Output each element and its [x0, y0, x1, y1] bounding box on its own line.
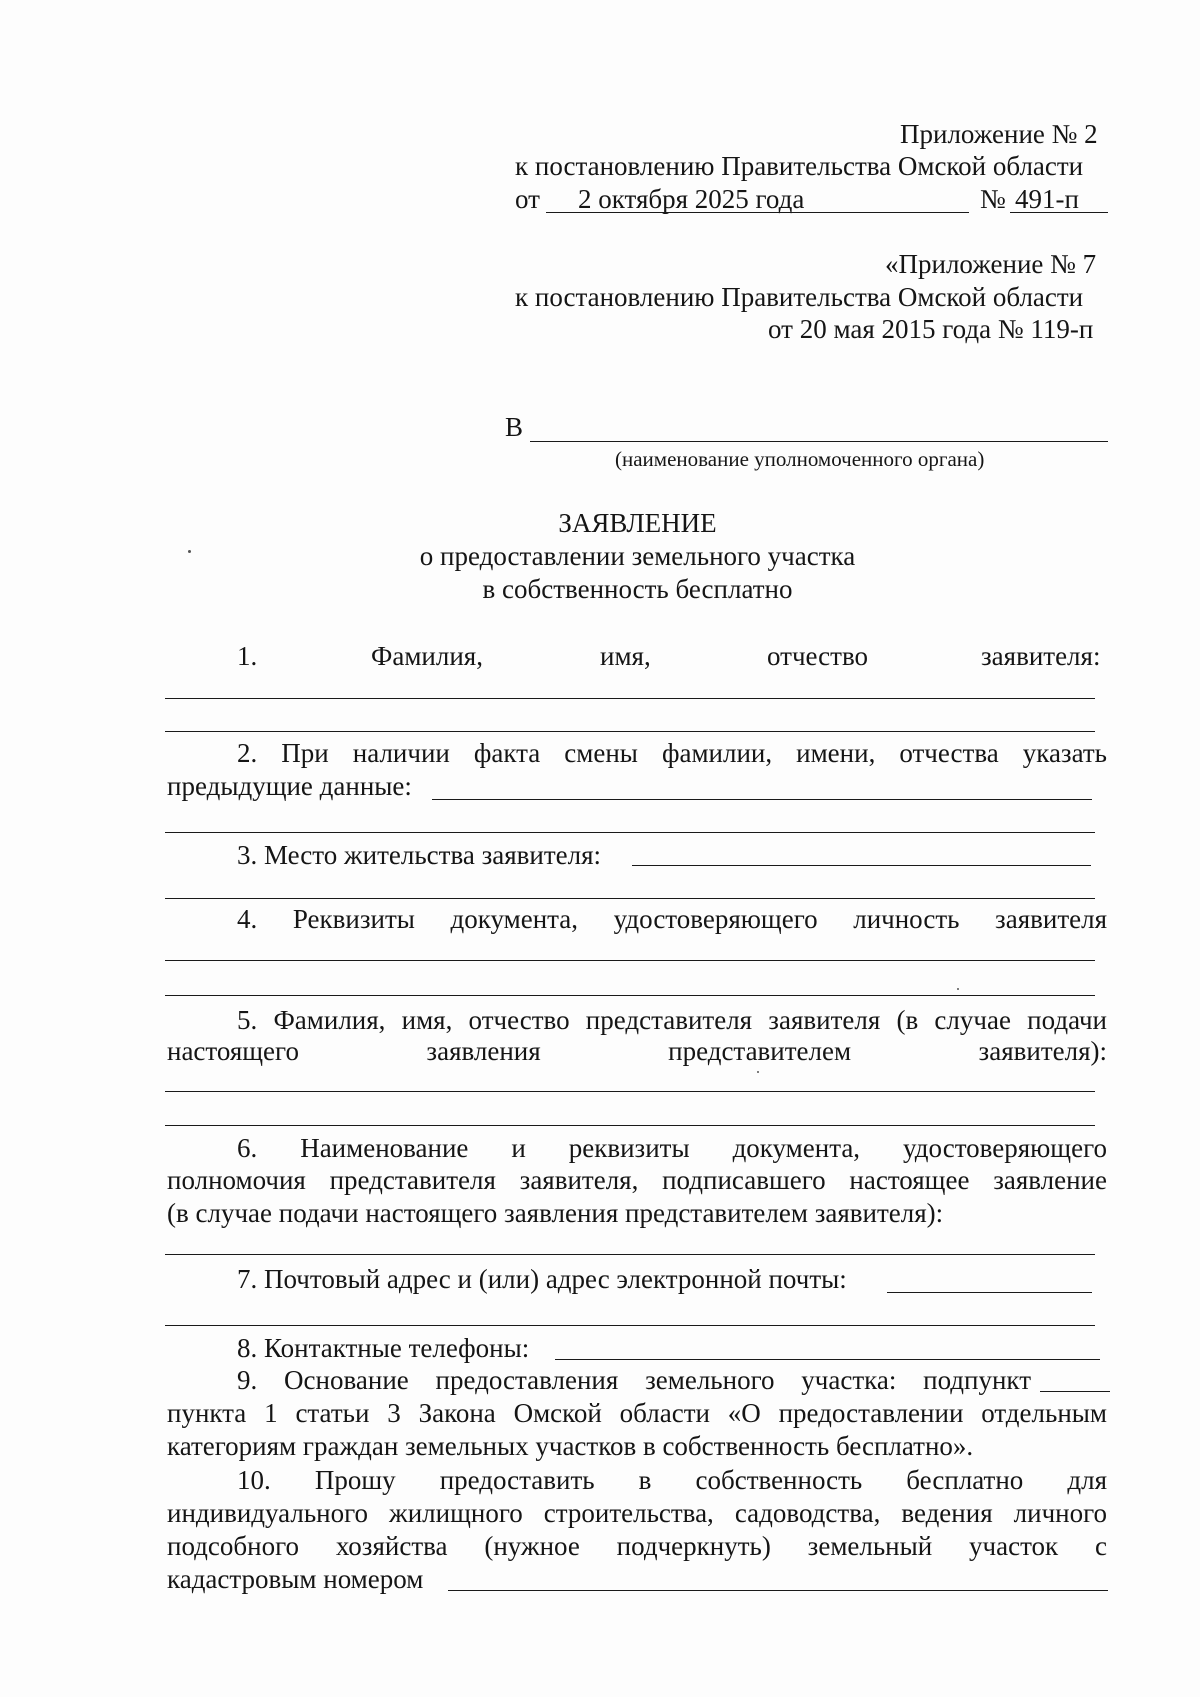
item-9-line-3: категориям граждан земельных участков в собственность бесплатно».	[167, 1431, 974, 1461]
item-5-line-2: настоящего заявления представителем заявителя):	[167, 1038, 1107, 1066]
item-5-field-line-2[interactable]	[165, 1125, 1095, 1126]
item-5-field-line-1[interactable]	[165, 1091, 1095, 1092]
item-1-field-line-1[interactable]	[165, 698, 1095, 699]
cadastral-number-field[interactable]	[448, 1590, 1108, 1591]
addressee-prefix: В	[505, 412, 524, 442]
item-10-line-1: 10. Прошу предоставить в собственность бесплатно для	[237, 1467, 1107, 1495]
item-4-field-line-2[interactable]	[165, 995, 1095, 996]
appendix-2-number-underline	[1010, 212, 1108, 213]
item-3-label: 3. Место жительства заявителя:	[237, 840, 602, 870]
appendix-2-date: 2 октября 2025 года	[578, 184, 805, 214]
item-2-field-line-2[interactable]	[165, 832, 1095, 833]
scan-speck	[957, 988, 959, 990]
item-9-subparagraph-field[interactable]	[1040, 1391, 1110, 1392]
item-5-line-1: 5. Фамилия, имя, отчество представителя заявителя (в случае подачи	[237, 1007, 1107, 1035]
appendix-2-from-label: от	[515, 184, 540, 214]
item-6-line-3: (в случае подачи настоящего заявления представителем заявителя):	[167, 1198, 944, 1228]
appendix-2-number: 491-п	[1015, 184, 1079, 214]
item-8-label: 8. Контактные телефоны:	[237, 1333, 530, 1363]
item-1-word-patronymic: отчество	[767, 641, 869, 671]
appendix-7-title: «Приложение № 7	[885, 249, 1097, 279]
item-6-field-line[interactable]	[165, 1254, 1095, 1255]
item-6-line-2: полномочия представителя заявителя, подписавшего настоящее заявление	[167, 1167, 1107, 1195]
item-9-line-1: 9. Основание предоставления земельного участка: подпункт	[237, 1367, 1031, 1395]
item-2-line-1: 2. При наличии факта смены фамилии, имени, отчества указать	[237, 740, 1107, 768]
item-10-line-2: индивидуального жилищного строительства, садоводства, ведения личного	[167, 1500, 1107, 1528]
item-6-line-1: 6. Наименование и реквизиты документа, удостоверяющего	[237, 1135, 1107, 1163]
document-subtitle-line-2: в собственность бесплатно	[482, 574, 793, 604]
appendix-2-number-sign: №	[980, 184, 1006, 214]
item-1-word-surname: Фамилия,	[371, 641, 483, 671]
item-9-line-2: пункта 1 статьи 3 Закона Омской области «О предоставлении отдельным	[167, 1400, 1107, 1428]
item-1-word-applicant: заявителя:	[981, 641, 1101, 671]
appendix-7-date: от 20 мая 2015 года № 119-п	[768, 314, 1094, 344]
item-1-field-line-2[interactable]	[165, 731, 1095, 732]
appendix-2-title: Приложение № 2	[900, 119, 1098, 149]
item-4-field-line-1[interactable]	[165, 960, 1095, 961]
item-7-field-line-1[interactable]	[887, 1292, 1092, 1293]
addressee-caption: (наименование уполномоченного органа)	[615, 447, 985, 471]
scan-speck	[188, 550, 191, 553]
item-1-word-name: имя,	[600, 641, 651, 671]
addressee-field[interactable]	[530, 441, 1108, 442]
appendix-7-reference: к постановлению Правительства Омской области	[515, 282, 1084, 312]
item-1-number: 1.	[237, 641, 258, 671]
item-10-line-3: подсобного хозяйства (нужное подчеркнуть) земельный участок с	[167, 1533, 1107, 1561]
item-8-field-line[interactable]	[555, 1359, 1100, 1360]
document-title: ЗАЯВЛЕНИЕ	[558, 508, 717, 538]
appendix-2-date-underline	[546, 212, 969, 213]
item-7-label: 7. Почтовый адрес и (или) адрес электронной почты:	[237, 1264, 847, 1294]
item-3-field-line-1[interactable]	[632, 865, 1091, 866]
appendix-2-reference: к постановлению Правительства Омской области	[515, 151, 1084, 181]
item-2-field-line-1[interactable]	[432, 799, 1092, 800]
item-3-field-line-2[interactable]	[165, 898, 1095, 899]
item-2-line-2: предыдущие данные:	[167, 771, 412, 801]
item-4-label: 4. Реквизиты документа, удостоверяющего личность заявителя	[237, 906, 1107, 934]
item-10-line-4: кадастровым номером	[167, 1564, 424, 1594]
document-subtitle-line-1: о предоставлении земельного участка	[419, 541, 856, 571]
scan-speck	[757, 1071, 759, 1073]
item-7-field-line-2[interactable]	[165, 1325, 1095, 1326]
